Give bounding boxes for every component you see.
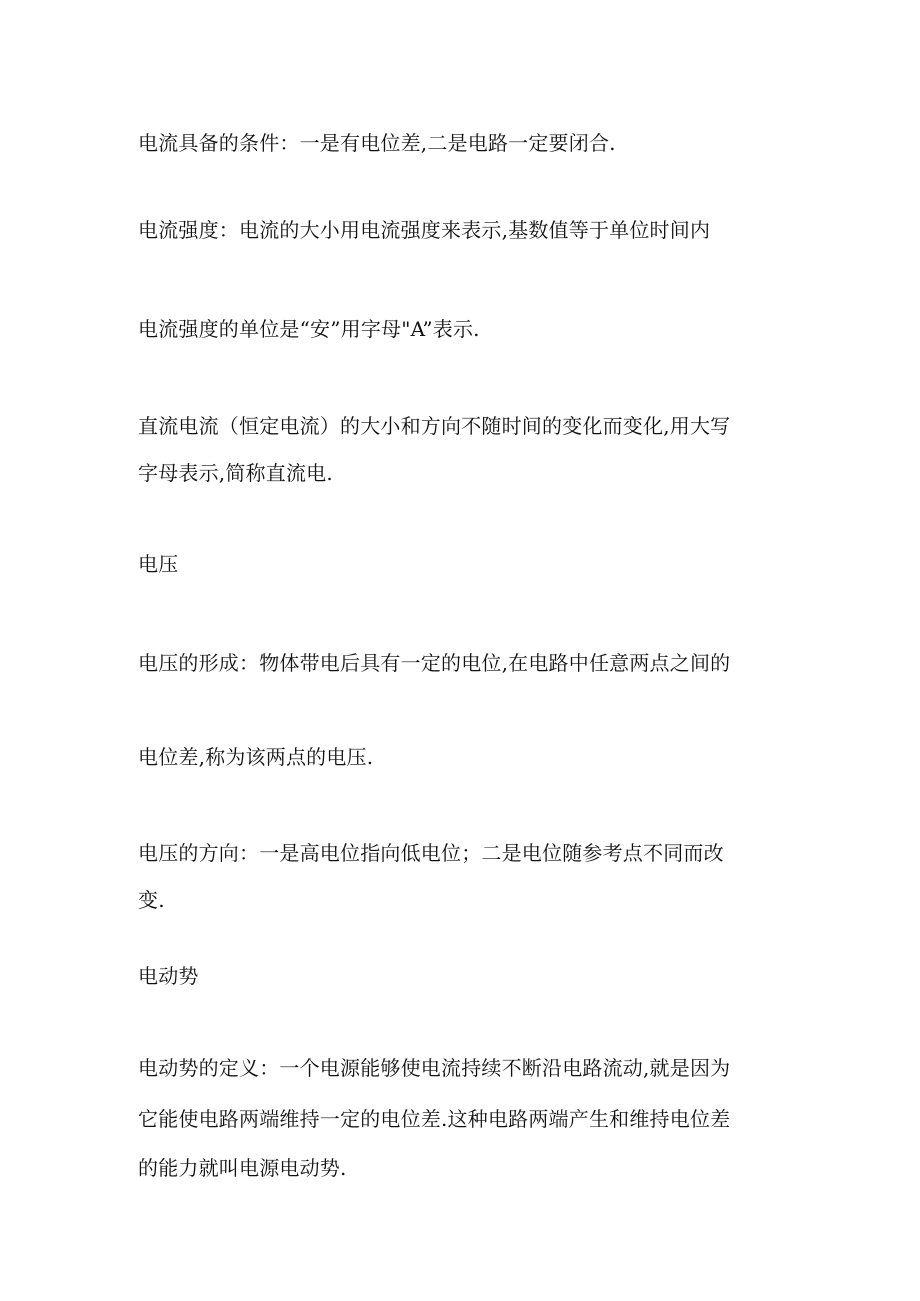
paragraph-direct-current-line1: 直流电流（恒定电流）的大小和方向不随时间的变化而变化,用大写 (138, 414, 731, 438)
paragraph-current-unit: 电流强度的单位是“安”用字母"A”表示. (138, 317, 480, 341)
paragraph-current-intensity: 电流强度：电流的大小用电流强度来表示,基数值等于单位时间内 (138, 218, 711, 242)
paragraph-voltage-direction-line2: 变. (138, 888, 165, 912)
paragraph-direct-current-line2: 字母表示,简称直流电. (138, 461, 333, 485)
heading-emf: 电动势 (138, 964, 199, 988)
heading-voltage: 电压 (138, 552, 179, 576)
paragraph-voltage-direction-line1: 电压的方向：一是高电位指向低电位；二是电位随参考点不同而改 (138, 841, 724, 865)
paragraph-voltage-formation-line1: 电压的形成：物体带电后具有一定的电位,在电路中任意两点之间的 (138, 651, 731, 675)
paragraph-emf-definition-line3: 的能力就叫电源电动势. (138, 1156, 347, 1180)
paragraph-voltage-formation-line2: 电位差,称为该两点的电压. (138, 745, 374, 769)
paragraph-current-conditions: 电流具备的条件：一是有电位差,二是电路一定要闭合. (138, 131, 616, 155)
paragraph-emf-definition-line2: 它能使电路两端维持一定的电位差.这种电路两端产生和维持电位差 (138, 1107, 731, 1131)
paragraph-emf-definition-line1: 电动势的定义：一个电源能够使电流持续不断沿电路流动,就是因为 (138, 1056, 731, 1080)
